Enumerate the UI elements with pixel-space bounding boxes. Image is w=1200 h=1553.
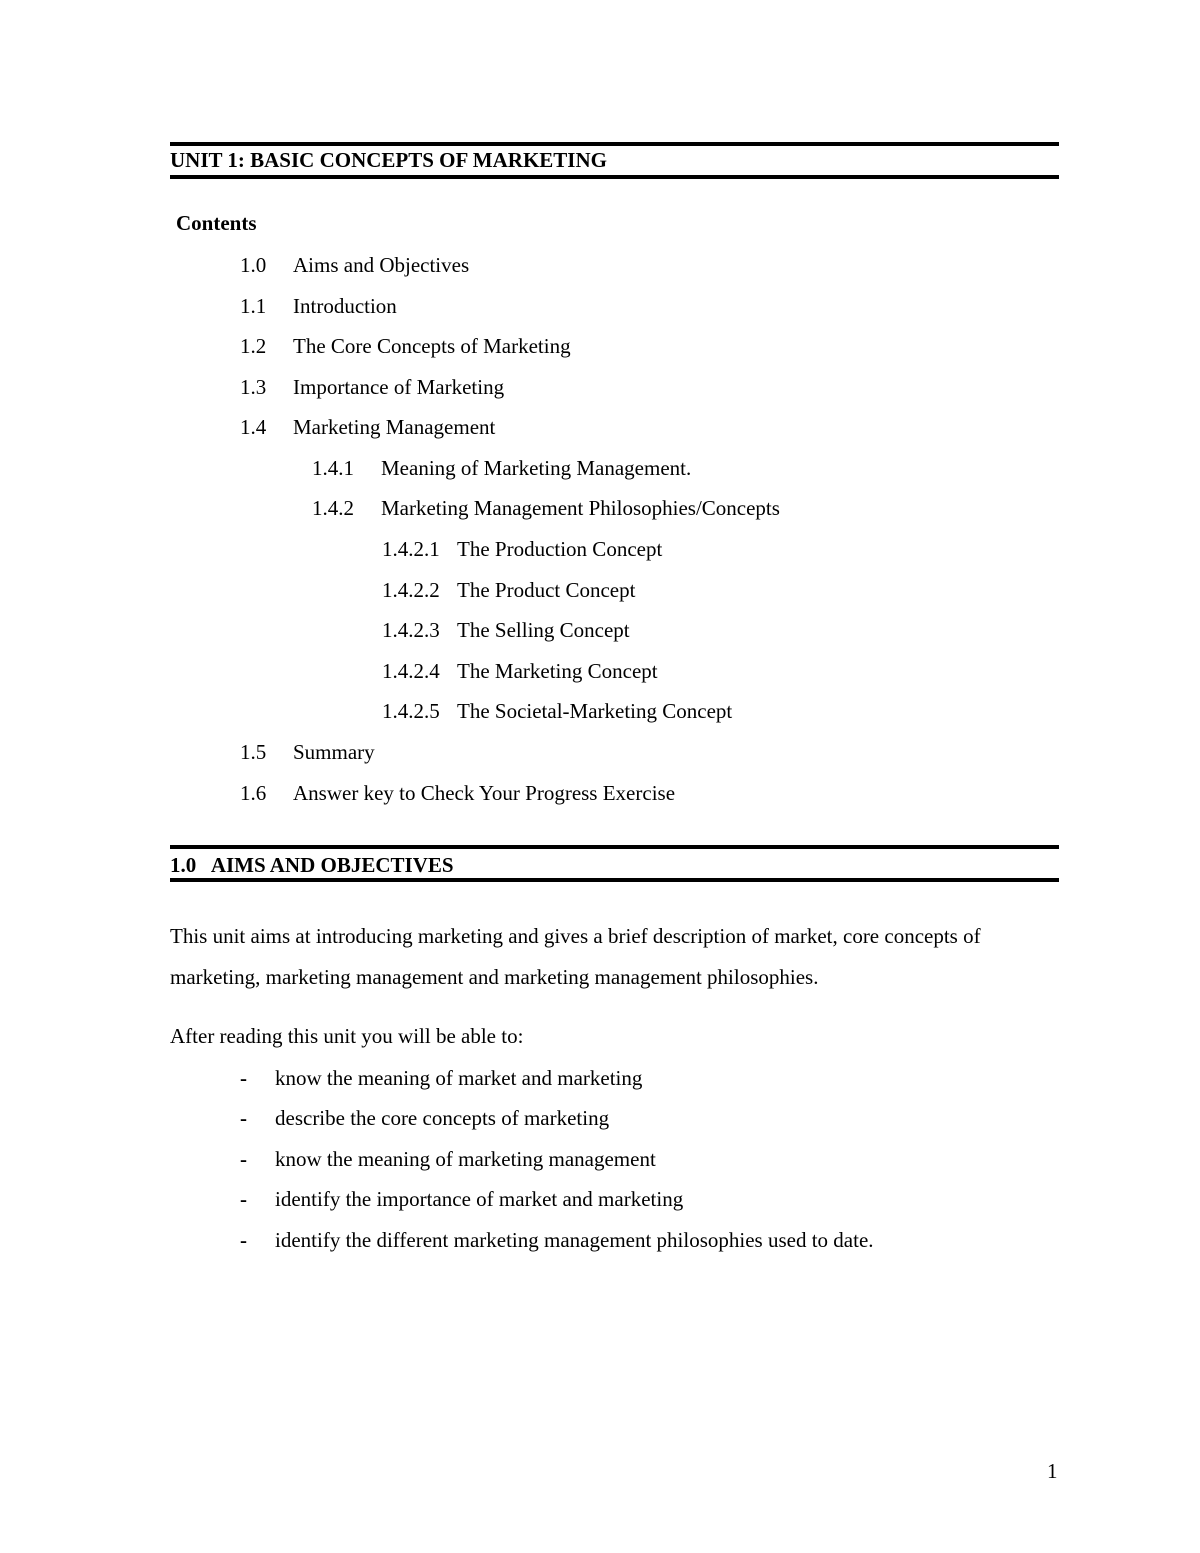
toc-text: Introduction xyxy=(293,294,397,318)
section-heading: 1.0 AIMS AND OBJECTIVES xyxy=(170,853,454,877)
toc-number: 1.4.2.1 xyxy=(382,537,440,561)
toc-number: 1.4.2.3 xyxy=(382,618,440,642)
toc-text: Importance of Marketing xyxy=(293,375,505,399)
toc-number: 1.6 xyxy=(240,781,267,805)
section-rule-top xyxy=(170,845,1059,849)
dash-bullet-icon: - xyxy=(240,1228,247,1252)
contents-title: Contents xyxy=(176,211,257,235)
section-rule-bottom xyxy=(170,878,1059,882)
toc-number: 1.2 xyxy=(240,334,267,358)
objective-text: identify the different marketing management philosophies used to date. xyxy=(275,1228,874,1252)
heading-rule-bottom xyxy=(170,175,1059,179)
toc-text: The Product Concept xyxy=(457,578,636,602)
toc-text: Summary xyxy=(293,740,375,764)
toc-number: 1.0 xyxy=(240,253,267,277)
heading-rule-top xyxy=(170,142,1059,146)
toc-number: 1.4.2 xyxy=(312,496,354,520)
intro-paragraph: This unit aims at introducing marketing and gives a brief description of market, core concepts of marketing, marketing management and marketing management philosophies. xyxy=(170,924,981,989)
toc-number: 1.1 xyxy=(240,294,267,318)
dash-bullet-icon: - xyxy=(240,1066,247,1090)
toc-number: 1.4.2.4 xyxy=(382,659,440,683)
toc-text: Answer key to Check Your Progress Exercise xyxy=(293,781,676,805)
toc-number: 1.5 xyxy=(240,740,267,764)
toc-number: 1.4.1 xyxy=(312,456,354,480)
unit-heading: UNIT 1: BASIC CONCEPTS OF MARKETING xyxy=(170,148,607,172)
dash-bullet-icon: - xyxy=(240,1187,247,1211)
toc-text: The Production Concept xyxy=(457,537,663,561)
toc-text: The Marketing Concept xyxy=(457,659,658,683)
toc-text: The Core Concepts of Marketing xyxy=(293,334,571,358)
objective-text: identify the importance of market and marketing xyxy=(275,1187,684,1211)
dash-bullet-icon: - xyxy=(240,1106,247,1130)
objective-text: know the meaning of market and marketing xyxy=(275,1066,643,1090)
toc-text: Marketing Management Philosophies/Concepts xyxy=(381,496,780,520)
dash-bullet-icon: - xyxy=(240,1147,247,1171)
toc-text: Aims and Objectives xyxy=(293,253,470,277)
page-number: 1 xyxy=(1047,1459,1058,1483)
objective-text: know the meaning of marketing management xyxy=(275,1147,656,1171)
toc-number: 1.4.2.2 xyxy=(382,578,440,602)
toc-number: 1.3 xyxy=(240,375,267,399)
toc-text: The Selling Concept xyxy=(457,618,630,642)
objective-text: describe the core concepts of marketing xyxy=(275,1106,610,1130)
toc-text: Meaning of Marketing Management. xyxy=(381,456,692,480)
toc-number: 1.4 xyxy=(240,415,267,439)
toc-number: 1.4.2.5 xyxy=(382,699,440,723)
toc-text: Marketing Management xyxy=(293,415,496,439)
toc-text: The Societal-Marketing Concept xyxy=(457,699,733,723)
objectives-lead-in: After reading this unit you will be able to: xyxy=(170,1024,524,1048)
